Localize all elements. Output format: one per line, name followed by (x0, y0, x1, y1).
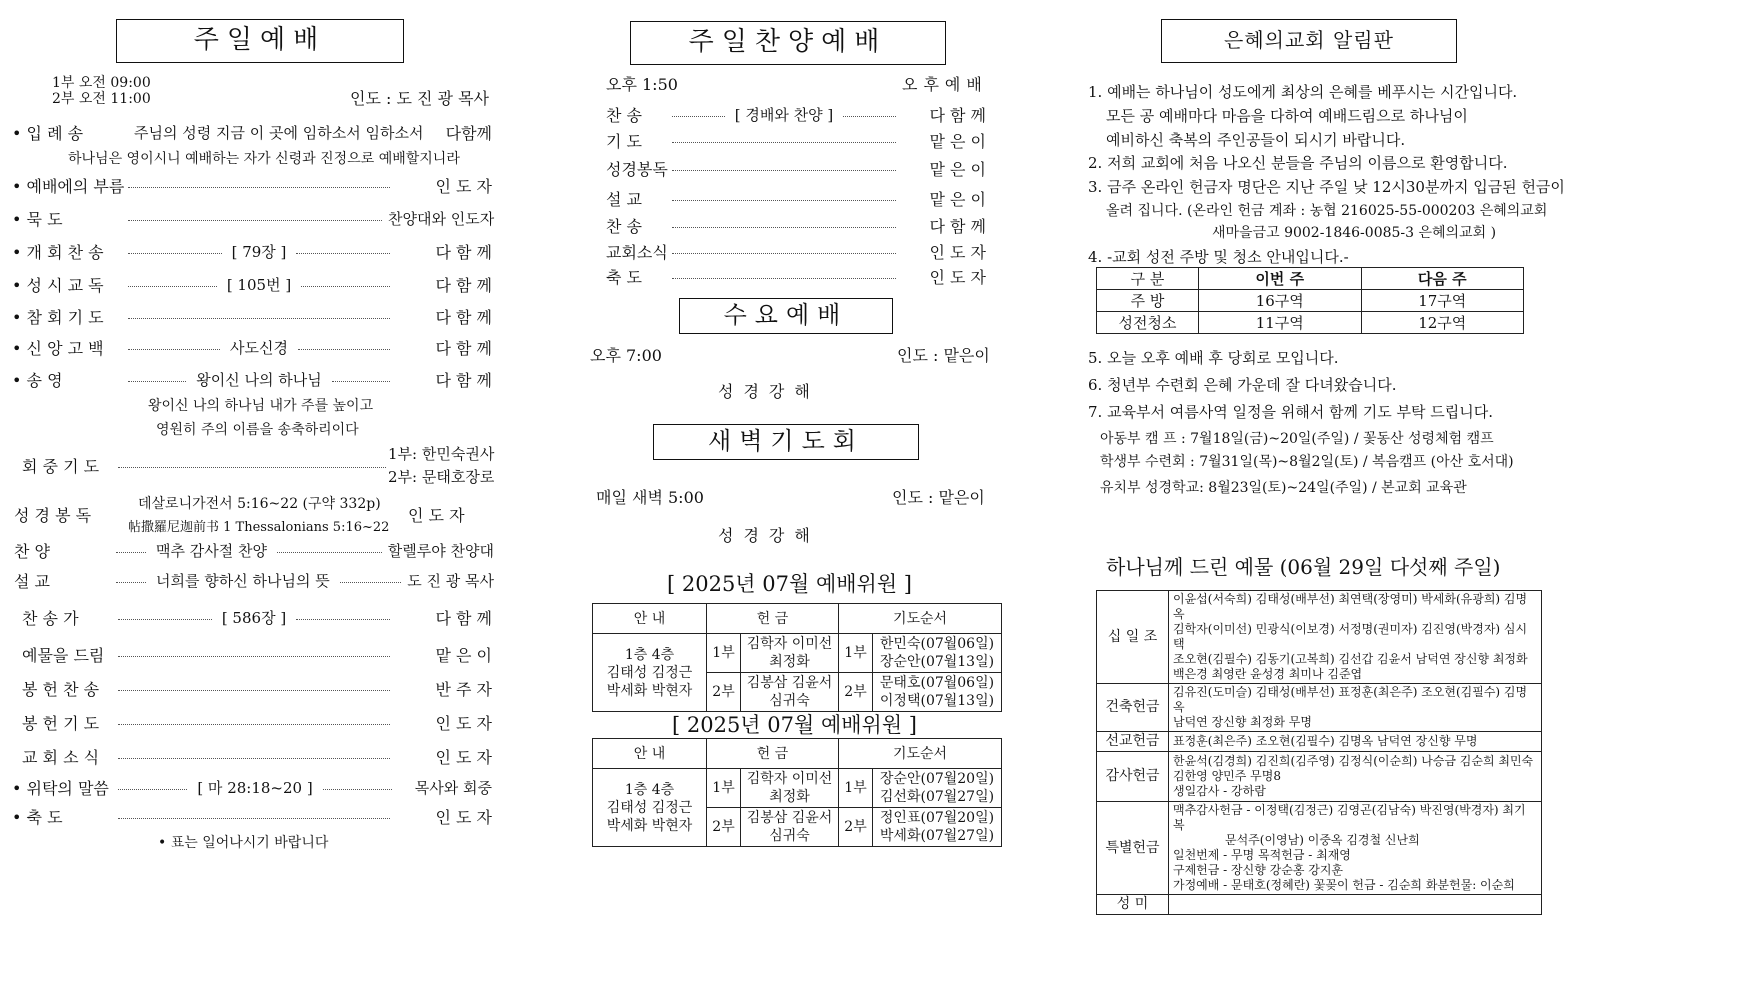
cleaning-cell: 성전청소 (1097, 312, 1199, 334)
order-by: 다 함 께 (435, 308, 492, 327)
order-by: 다함께 (445, 124, 492, 143)
order-row (22, 454, 392, 477)
rota-prayer (873, 673, 1002, 712)
rota-header: 헌 금 (707, 739, 839, 769)
guide-line: 1층 4층 (624, 646, 675, 663)
order-label: 성경봉독 (606, 160, 668, 179)
order-content: [ 79장 ] (231, 243, 287, 261)
rota-part: 2부 (707, 808, 741, 847)
notice-1a: 1. 예배는 하나님이 성도에게 최상의 은혜를 베푸시는 시간입니다. (1088, 83, 1518, 101)
notice-6: 6. 청년부 수련회 은혜 가운데 잘 다녀왔습니다. (1088, 376, 1397, 394)
cleaning-cell: 16구역 (1199, 290, 1362, 312)
dotted-leader (128, 349, 220, 350)
order-by: 다 함 께 (435, 243, 493, 262)
order-row (606, 103, 986, 126)
rota-name: 심귀숙 (769, 828, 810, 844)
dotted-leader (128, 318, 390, 319)
order-by: 맡 은 이 (929, 132, 986, 151)
cleaning-cell: 주 방 (1097, 290, 1199, 312)
dotted-leader (301, 286, 390, 287)
order-by: 인 도 자 (435, 177, 492, 196)
order-content: [ 마 28:18~20 ] (197, 779, 313, 797)
doxology-line-2: 영원히 주의 이름을 송축하리이다 (156, 422, 359, 438)
offering-names (1169, 802, 1542, 895)
dotted-leader (128, 381, 186, 382)
cleaning-header: 구 분 (1097, 268, 1199, 290)
rota-header: 기도순서 (839, 739, 1002, 769)
order-by: 다 함 께 (929, 217, 986, 236)
dotted-leader (118, 467, 386, 468)
dotted-leader (118, 818, 390, 819)
rota-part: 1부 (839, 769, 873, 808)
rota-title: [ 2025년 07월 예배위원 ] (667, 572, 912, 596)
cleaning-table (1096, 267, 1524, 334)
order-label: • 위탁의 말씀 (12, 779, 109, 798)
dotted-leader (672, 278, 896, 279)
service-time-2: 2부 오전 11:00 (52, 91, 151, 107)
rota-header: 기도순서 (839, 604, 1002, 634)
offering-line: 백은경 최영란 윤성경 최미나 김준엽 (1173, 667, 1363, 681)
rota-name: 최정화 (769, 789, 810, 805)
rota-name: 장순안(07월13일) (879, 654, 995, 670)
notice-7: 7. 교육부서 여름사역 일정을 위해서 함께 기도 부탁 드립니다. (1088, 403, 1493, 421)
order-label: • 축 도 (12, 808, 63, 827)
dotted-leader (118, 758, 390, 759)
order-by: 인 도 자 (929, 243, 986, 262)
wednesday-time: 오후 7:00 (590, 346, 662, 365)
order-label: 찬 송 (606, 106, 642, 125)
order-label: 축 도 (606, 268, 642, 287)
order-by: 맡 은 이 (929, 160, 986, 179)
offering-line: 맥추감사헌금 - 이정택(김정근) 김영곤(김남숙) 박진영(박경자) 최기복 (1173, 803, 1526, 832)
rota-part: 1부 (707, 634, 741, 673)
wednesday-content: 성경강해 (718, 382, 820, 401)
order-label: 교회소식 (606, 243, 668, 262)
notice-5: 5. 오늘 오후 예배 후 당회로 모입니다. (1088, 349, 1339, 367)
dotted-leader (340, 582, 402, 583)
praise-time: 오후 1:50 (606, 75, 678, 94)
offering-label: 선교헌금 (1097, 732, 1169, 752)
offering-row (1097, 684, 1542, 732)
dotted-leader (296, 253, 390, 254)
notice-1b: 모든 공 예배마다 마음을 다하여 예배드림으로 하나님이 (1106, 107, 1468, 125)
order-label: 설 교 (14, 572, 50, 591)
dotted-leader (296, 619, 390, 620)
offering-label: 십 일 조 (1097, 591, 1169, 684)
sunday-worship-column (0, 0, 580, 984)
rota-part: 2부 (707, 673, 741, 712)
order-label: • 입 례 송 (12, 124, 84, 143)
order-content: [ 586장 ] (221, 609, 287, 627)
rota-title: [ 2025년 07월 예배위원 ] (672, 713, 917, 737)
order-label: • 묵 도 (12, 210, 63, 229)
offering-line: 가정예배 - 문태호(정혜란) 꽃꽂이 헌금 - 김순희 화분헌물: 이순희 (1173, 878, 1515, 892)
order-by: 인 도 자 (408, 506, 465, 525)
order-row (12, 805, 492, 828)
offering-line: 표정훈(최은주) 조오현(김필수) 김명옥 남덕연 장신향 무명 (1173, 734, 1478, 748)
order-row (606, 265, 986, 288)
order-row (22, 643, 492, 666)
order-row (12, 174, 492, 197)
guide-line: 김태성 김정근 (606, 664, 693, 681)
order-row (12, 240, 492, 263)
notice-4: 4. -교회 성전 주방 및 청소 안내입니다.- (1088, 248, 1349, 266)
offering-row (1097, 895, 1542, 915)
notice-3b: 올려 집니다. (온라인 헌금 계좌 : 농협 216025-55-000203 은혜의교회 (1106, 203, 1548, 219)
offering-line: 김학자(이미선) 민광식(이보경) 서정명(권미자) 김진영(박경자) 심시택 (1173, 622, 1528, 651)
offering-row (1097, 591, 1542, 684)
dotted-leader (128, 187, 390, 188)
rota-name: 심귀숙 (769, 693, 810, 709)
order-by: 맡 은 이 (929, 190, 986, 209)
dawn-prayer-title: 새벽기도회 (653, 424, 919, 460)
rota-name: 김학자 이미선 (746, 636, 833, 652)
cleaning-cell: 11구역 (1199, 312, 1362, 334)
wednesday-leader: 인도 : 맡은이 (897, 346, 990, 365)
cleaning-header: 이번 주 (1199, 268, 1362, 290)
order-content: 왕이신 나의 하나님 (196, 371, 322, 389)
offering-label: 건축헌금 (1097, 684, 1169, 732)
dotted-leader (128, 286, 217, 287)
dotted-leader (843, 116, 896, 117)
offering-label: 특별헌금 (1097, 802, 1169, 895)
order-row (12, 121, 492, 144)
order-label: 봉 헌 찬 송 (22, 680, 100, 699)
wednesday-worship-title: 수요예배 (679, 298, 893, 334)
order-row (22, 711, 492, 734)
order-by: 인 도 자 (435, 714, 492, 733)
cleaning-row (1097, 312, 1524, 334)
order-label: • 송 영 (12, 371, 63, 390)
rota-part: 2부 (839, 673, 873, 712)
order-by: 다 함 께 (435, 371, 492, 390)
offering-names (1169, 895, 1542, 915)
rota-part: 1부 (707, 769, 741, 808)
offering-row (1097, 732, 1542, 752)
offering-names (1169, 684, 1542, 732)
rota-table (592, 738, 1002, 847)
order-row (12, 336, 492, 359)
dotted-leader (277, 552, 382, 553)
order-by: 인 도 자 (435, 808, 492, 827)
guide-line: 1층 4층 (624, 781, 675, 798)
scripture-ref-en: 帖撒羅尼迦前书 1 Thessalonians 5:16~22 (128, 520, 390, 535)
service-time-1: 1부 오전 09:00 (52, 75, 151, 91)
dotted-leader (672, 116, 725, 117)
rota-name: 박세화(07월27일) (879, 828, 995, 844)
rota-name: 정인표(07월20일) (879, 810, 995, 826)
order-row (14, 569, 494, 592)
order-label: 찬 송 가 (22, 609, 79, 628)
order-label: • 참 회 기 도 (12, 308, 104, 327)
notice-7a: 아동부 캠 프 : 7월18일(금)~20일(주일) / 꽃동산 성령체험 캠프 (1100, 431, 1494, 447)
order-by: 인 도 자 (435, 748, 492, 767)
dotted-leader (298, 349, 390, 350)
guide-line: 박세화 박현자 (606, 682, 693, 699)
dotted-leader (116, 552, 146, 553)
entry-verse: 하나님은 영이시니 예배하는 자가 신령과 진정으로 예배할지니라 (68, 151, 460, 167)
order-content: 주님의 성령 지금 이 곳에 임하소서 임하소서 (134, 124, 424, 142)
rota-prayer (873, 808, 1002, 847)
rota-header: 안 내 (593, 604, 707, 634)
offering-line: 김유진(도미슬) 김태성(배부선) 표정훈(최은주) 조오현(김필수) 김명옥 (1173, 685, 1528, 714)
prayer-part-1: 1부: 한민숙권사 (388, 445, 495, 463)
guide-line: 김태성 김정근 (606, 799, 693, 816)
order-row (12, 273, 492, 296)
dotted-leader (672, 253, 896, 254)
order-row (606, 187, 986, 210)
prayer-part-2: 2부: 문태호장로 (388, 468, 495, 486)
cleaning-cell: 12구역 (1361, 312, 1524, 334)
order-label: 설 교 (606, 190, 642, 209)
dotted-leader (323, 789, 392, 790)
rota-name: 김학자 이미선 (746, 771, 833, 787)
offering-names (1169, 752, 1542, 802)
order-by: 다 함 께 (929, 106, 986, 125)
notice-3a: 3. 금주 온라인 헌금자 명단은 지난 주일 낮 12시30분까지 입금된 헌금이 (1088, 178, 1565, 196)
dotted-leader (118, 656, 390, 657)
dotted-leader (116, 582, 146, 583)
notice-2: 2. 저희 교회에 처음 나오신 분들을 주님의 이름으로 환영합니다. (1088, 154, 1508, 172)
order-by: 반 주 자 (435, 680, 492, 699)
order-row (12, 776, 492, 799)
offering-line: 일천번제 - 무명 목적헌금 - 최재영 (1173, 848, 1351, 862)
dotted-leader (118, 724, 390, 725)
order-row (606, 214, 986, 237)
order-label: 찬 송 (606, 217, 642, 236)
order-label: • 예배에의 부름 (12, 177, 125, 196)
order-row (12, 207, 495, 230)
order-by: 목사와 회중 (414, 779, 493, 797)
order-content: [ 105번 ] (226, 276, 292, 294)
rota-table (592, 603, 1002, 712)
dotted-leader (672, 227, 896, 228)
rota-name: 장순안(07월20일) (879, 771, 995, 787)
offering-line: 남덕연 장신향 최정화 무명 (1173, 715, 1312, 729)
dotted-leader (672, 200, 896, 201)
dotted-leader (128, 253, 222, 254)
order-by: 다 함 께 (435, 339, 492, 358)
order-label: 회 중 기 도 (22, 457, 100, 476)
rota-name: 김봉삼 김윤서 (746, 675, 833, 691)
dotted-leader (332, 381, 390, 382)
dotted-leader (118, 789, 187, 790)
order-content: [ 경배와 찬양 ] (734, 106, 834, 124)
notice-3c: 새마을금고 9002-1846-0085-3 은혜의교회 ) (1212, 225, 1497, 241)
order-row (14, 503, 114, 526)
order-label: • 성 시 교 독 (12, 276, 104, 295)
rota-guide (593, 769, 707, 847)
offering-line: 이윤섭(서숙희) 김태성(배부선) 최연택(장영미) 박세화(유광희) 김명옥 (1173, 592, 1528, 621)
rota-header: 헌 금 (707, 604, 839, 634)
order-label: 봉 헌 기 도 (22, 714, 100, 733)
praise-service: 오후예배 (902, 75, 988, 94)
cleaning-cell: 17구역 (1361, 290, 1524, 312)
order-row (606, 240, 986, 263)
doxology-line-1: 왕이신 나의 하나님 내가 주를 높이고 (148, 398, 374, 414)
order-row (22, 745, 492, 768)
rota-part: 2부 (839, 808, 873, 847)
rota-prayer (873, 769, 1002, 808)
order-row (22, 606, 492, 629)
dotted-leader (672, 170, 896, 171)
order-content: 맥추 감사절 찬양 (156, 542, 267, 560)
offering-line: 조오현(김필수) 김동기(고복희) 김선갑 김윤서 남덕연 장신향 최정화 (1173, 652, 1528, 666)
offering-line: 구제헌금 - 장신향 강순홍 강지훈 (1173, 863, 1344, 877)
order-content: 사도신경 (230, 339, 288, 357)
notice-1c: 예비하신 축복의 주인공들이 되시기 바랍니다. (1106, 131, 1406, 149)
rota-name: 최정화 (769, 654, 810, 670)
rota-offering (741, 673, 839, 712)
offering-label: 성 미 (1097, 895, 1169, 915)
stand-footnote: • 표는 일어나시기 바랍니다 (158, 835, 329, 851)
order-by: 맡 은 이 (435, 646, 492, 665)
offering-line: 생일감사 - 강하람 (1173, 784, 1266, 798)
offering-line: 김한영 양민주 무명8 (1173, 769, 1282, 783)
notice-board-title: 은혜의교회 알림판 (1161, 19, 1457, 63)
order-by: 찬양대와 인도자 (388, 210, 495, 228)
dotted-leader (128, 220, 382, 221)
dawn-content: 성경강해 (718, 526, 820, 545)
cleaning-row (1097, 290, 1524, 312)
offering-line: 한윤석(김경희) 김진희(김주영) 김정식(이순희) 나승금 김순희 최민숙 (1173, 754, 1534, 768)
scripture-ref: 데살로니가전서 5:16~22 (구약 332p) (138, 496, 381, 512)
rota-name: 김선화(07월27일) (879, 789, 995, 805)
order-label: 교 회 소 식 (22, 748, 100, 767)
rota-prayer (873, 634, 1002, 673)
rota-offering (741, 808, 839, 847)
order-row (12, 305, 492, 328)
order-by: 인 도 자 (929, 268, 986, 287)
rota-name: 김봉삼 김윤서 (746, 810, 833, 826)
order-label: • 개 회 찬 송 (12, 243, 104, 262)
offering-line: 문석주(이영남) 이중옥 김경철 신난희 (1225, 833, 1420, 847)
rota-name: 문태호(07월06일) (879, 675, 995, 691)
praise-worship-title: 주일찬양예배 (630, 21, 946, 65)
sunday-worship-title: 주일예배 (116, 19, 404, 63)
offering-row (1097, 752, 1542, 802)
rota-guide (593, 634, 707, 712)
order-label: 예물을 드림 (22, 646, 105, 665)
rota-offering (741, 769, 839, 808)
order-by: 할렐루야 찬양대 (387, 542, 494, 560)
order-label: 찬 양 (14, 542, 50, 561)
order-row (606, 129, 986, 152)
offering-label: 감사헌금 (1097, 752, 1169, 802)
offering-names (1169, 591, 1542, 684)
order-content: 너희를 향하신 하나님의 뜻 (156, 572, 330, 590)
order-by: 다 함 께 (435, 276, 492, 295)
order-by: 도 진 광 목사 (407, 572, 494, 590)
rota-offering (741, 634, 839, 673)
dawn-leader: 인도 : 맡은이 (892, 488, 985, 507)
order-row (14, 539, 494, 562)
offering-table (1096, 590, 1542, 915)
order-by: 다 함 께 (435, 609, 492, 628)
order-label: 성 경 봉 독 (14, 506, 92, 525)
rota-name: 이정택(07월13일) (879, 693, 995, 709)
rota-header: 안 내 (593, 739, 707, 769)
guide-line: 박세화 박현자 (606, 817, 693, 834)
dotted-leader (672, 142, 896, 143)
order-row (606, 157, 986, 180)
order-label: 기 도 (606, 132, 642, 151)
notice-7b: 학생부 수련회 : 7월31일(목)~8월2일(토) / 복음캠프 (아산 호서대) (1100, 454, 1514, 470)
worship-leader: 인도 : 도 진 광 목사 (350, 89, 490, 108)
offering-title: 하나님께 드린 예물 (06월 29일 다섯째 주일) (1106, 555, 1501, 579)
order-row (22, 677, 492, 700)
notice-board-column (1088, 0, 1742, 984)
notice-7c: 유치부 성경학교: 8월23일(토)~24일(주일) / 본교회 교육관 (1100, 480, 1467, 496)
cleaning-header: 다음 주 (1361, 268, 1524, 290)
offering-row (1097, 802, 1542, 895)
order-row (12, 368, 492, 391)
rota-part: 1부 (839, 634, 873, 673)
rota-name: 한민숙(07월06일) (879, 636, 995, 652)
dawn-time: 매일 새벽 5:00 (596, 488, 704, 507)
dotted-leader (118, 690, 390, 691)
offering-names (1169, 732, 1542, 752)
afternoon-column (590, 0, 1160, 984)
dotted-leader (118, 619, 212, 620)
order-label: • 신 앙 고 백 (12, 339, 104, 358)
